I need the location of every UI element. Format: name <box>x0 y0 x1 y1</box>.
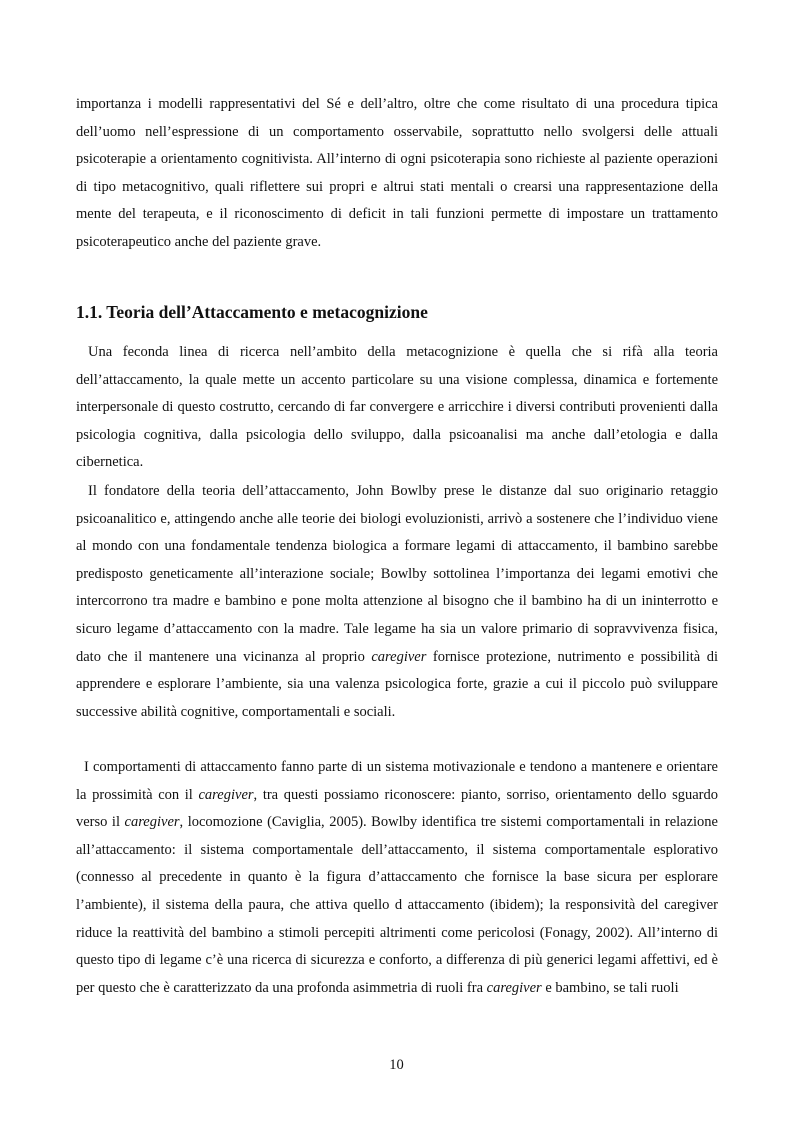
paragraph-metacognition-research: Una feconda linea di ricerca nell’ambito della metacognizione è quella che si rifà alla teoria dell’attaccamento, la quale mette un accento particolare su una visione complessa, dinamica e fortemente interpersonale di questo costrutto, cercando di far convergere e arricchire i diversi contributi provenienti dalla psicologia cognitiva, dalla psicologia dello sviluppo, dalla psicoanalisi ma anche dall’etologia e dalla cibernetica. <box>76 344 718 471</box>
section-heading: 1.1. Teoria dell’Attaccamento e metacognizione <box>76 302 428 322</box>
italic-term: caregiver <box>124 814 180 831</box>
paragraph-intro: importanza i modelli rappresentativi del Sé e dell’altro, oltre che come risultato di una procedura tipica dell’uomo nell’espressione di un comportamento osservabile, soprattutto nello svolgersi delle attuali psicoterapie a orientamento cognitivista. All’interno di ogni psicoterapia sono richieste al paziente operazioni di tipo metacognitivo, quali riflettere sui propri e altrui stati mentali o crearsi una rappresentazione della mente del terapeuta, e il riconoscimento di deficit in tali funzioni permette di impostare un trattamento psicoterapeutico anche del paziente grave. <box>76 96 718 250</box>
paragraph-attachment-behaviours <box>76 754 718 1002</box>
paragraph-text: e bambino, se tali ruoli <box>541 979 679 996</box>
paragraph-text: I comportamenti di attaccamento fanno parte di un sistema motivazionale e tendono a mantenere e orientare la prossimità con il <box>76 759 718 803</box>
paragraph-text: , tra questi possiamo riconoscere: pianto, sorriso, orientamento dello sguardo verso il <box>76 786 718 831</box>
italic-term: caregiver <box>486 979 542 996</box>
paragraph-text: fornisce protezione, nutrimento e possibilità di apprendere e esplorare l’ambiente, sia una valenza psicologica forte, grazie a cui il piccolo può sviluppare successive abilità cognitive, comportamentali e sociali. <box>76 648 718 720</box>
paragraph-text: Il fondatore della teoria dell’attaccamento, John Bowlby prese le distanze dal suo originario retaggio psicoanalitico e, attingendo anche alle teorie dei biologi evoluzionisti, arrivò a sostenere che l’individuo viene al mondo con una fondamentale tendenza biologica a formare legami di attaccamento, il bambino sarebbe predisposto geneticamente all’interazione sociale; Bowlby sottolinea l’importanza dei legami emotivi che intercorrono tra madre e bambino e pone molta attenzione al bisogno che il bambino ha di un ininterrotto e sicuro legame d’attaccamento con la madre. Tale legame ha sia un valore primario di sopravvivenza fisica, dato che il mantenere una vicinanza al proprio <box>76 483 718 665</box>
italic-term: caregiver <box>198 786 254 803</box>
paragraph-bowlby <box>76 478 718 726</box>
italic-term: caregiver <box>371 648 427 665</box>
paragraph-text: , locomozione (Caviglia, 2005). Bowlby identifica tre sistemi comportamentali in relazione all’attaccamento: il sistema comportamentale dell’attaccamento, il sistema comportamentale esplorativo (connesso al precedente in quanto è la figura d’attaccamento che fornisce la base sicura per esplorare l’ambiente), il sistema della paura, che attiva quello d attaccamento (ibidem); la responsività del caregiver riduce la reattività del bambino a stimoli percepiti altrimenti come pericolosi (Fonagy, 2002). All’interno di questo tipo di legame c’è una ricerca di sicurezza e conforto, a differenza di più generici legami affettivi, ed è per questo che è caratterizzato da una profonda asimmetria di ruoli fra <box>76 814 718 996</box>
page-number: 10 <box>389 1057 404 1073</box>
